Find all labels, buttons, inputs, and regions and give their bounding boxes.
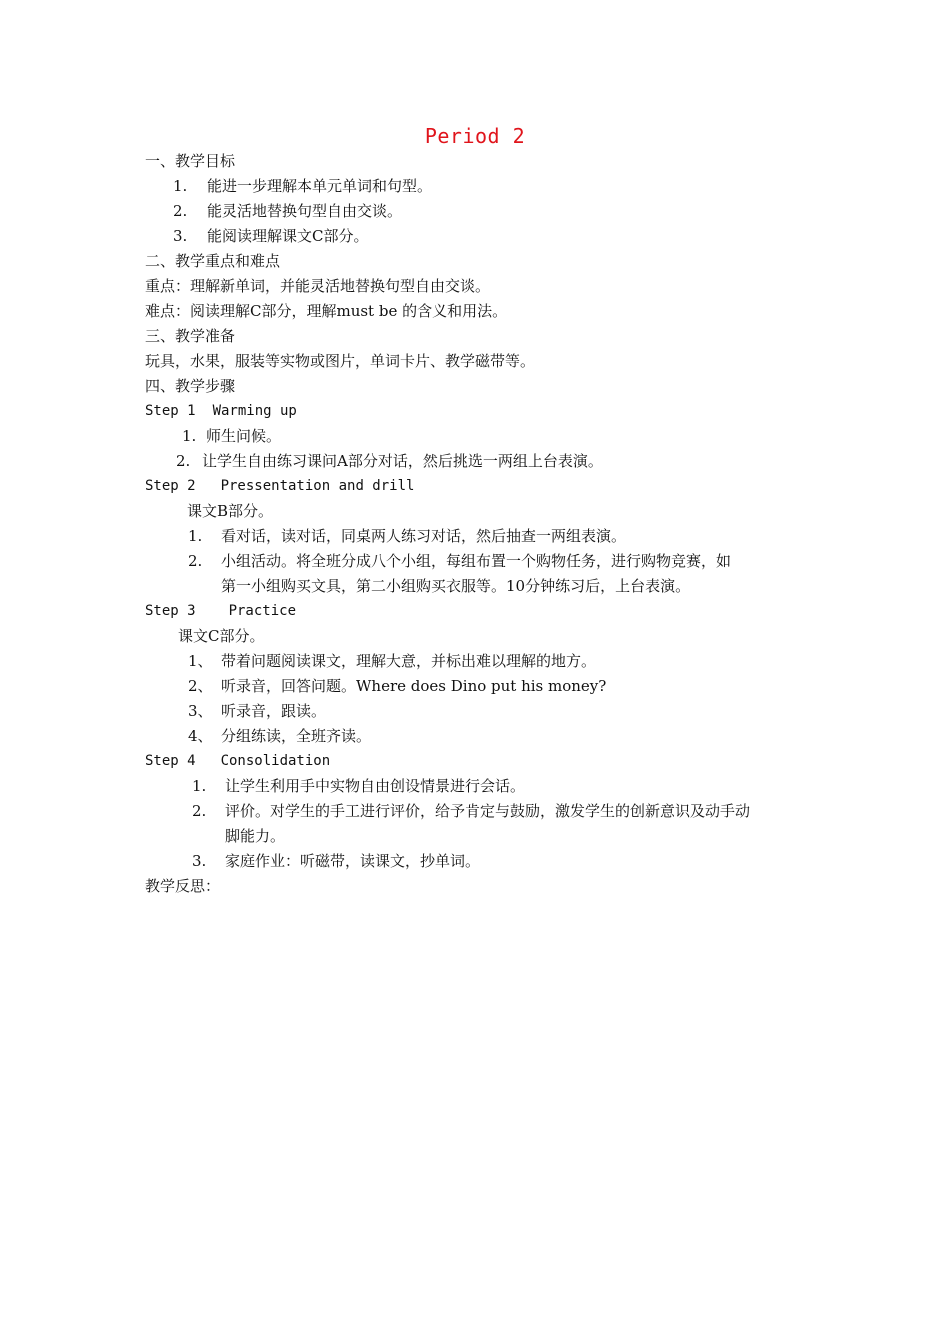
step-name: Warming up — [212, 403, 297, 419]
list-text: 小组活动。将全班分成八个小组，每组布置一个购物任务，进行购物竞赛，如 — [221, 552, 732, 570]
section-heading-objectives: 一、教学目标 — [145, 152, 236, 170]
step-label: Step 3 — [145, 603, 196, 619]
step-label: Step 4 — [145, 753, 196, 769]
list-item — [188, 551, 731, 571]
list-text: 能进一步理解本单元单词和句型。 — [207, 177, 433, 195]
step-intro: 课文C部分。 — [178, 627, 265, 645]
step-name: Consolidation — [220, 753, 331, 769]
section-heading-key-points: 二、教学重点和难点 — [145, 252, 281, 270]
list-number: 2. — [192, 802, 207, 820]
list-text: 听录音，回答问题。Where does Dino put his money? — [221, 677, 607, 695]
list-text: 听录音，跟读。 — [221, 702, 327, 720]
list-text: 分组练读，全班齐读。 — [221, 727, 372, 745]
list-number: 2. — [176, 452, 191, 470]
step-heading — [145, 476, 414, 496]
list-number: 3、 — [188, 702, 213, 720]
section-heading-steps: 四、教学步骤 — [145, 377, 236, 395]
list-item — [173, 226, 368, 246]
step-heading — [145, 401, 297, 421]
list-number: 2、 — [188, 677, 213, 695]
list-item — [182, 426, 281, 446]
list-item — [192, 851, 480, 871]
difficult-point-text: 难点：阅读理解C部分，理解must be 的含义和用法。 — [145, 302, 508, 320]
list-item — [188, 526, 626, 546]
list-number: 1. — [182, 427, 197, 445]
step-intro: 课文B部分。 — [187, 502, 274, 520]
list-item — [188, 676, 606, 696]
list-number: 4、 — [188, 727, 213, 745]
list-number: 2. — [173, 202, 188, 220]
list-text: 带着问题阅读课文，理解大意，并标出难以理解的地方。 — [221, 652, 597, 670]
list-text: 看对话，读对话，同桌两人练习对话，然后抽查一两组表演。 — [221, 527, 627, 545]
list-number: 3. — [192, 852, 207, 870]
list-item-continuation: 脚能力。 — [225, 827, 286, 845]
step-name: Practice — [228, 603, 297, 619]
list-text: 家庭作业：听磁带，读课文，抄单词。 — [225, 852, 481, 870]
list-item — [188, 651, 596, 671]
list-number: 3. — [173, 227, 188, 245]
step-heading — [145, 601, 296, 621]
list-number: 1. — [173, 177, 188, 195]
key-point-text: 重点：理解新单词，并能灵活地替换句型自由交谈。 — [145, 277, 491, 295]
list-number: 2. — [188, 552, 203, 570]
step-heading — [145, 751, 330, 771]
page-title: Period 2 — [424, 124, 526, 148]
list-item — [176, 451, 603, 471]
step-label: Step 2 — [145, 478, 196, 494]
list-item — [188, 701, 326, 721]
list-text: 让学生自由练习课问A部分对话，然后挑选一两组上台表演。 — [202, 452, 603, 470]
list-text: 师生问候。 — [206, 427, 282, 445]
list-text: 能灵活地替换句型自由交谈。 — [207, 202, 403, 220]
list-item-continuation: 第一小组购买文具，第二小组购买衣服等。10分钟练习后，上台表演。 — [221, 577, 691, 595]
list-text: 能阅读理解课文C部分。 — [207, 227, 369, 245]
list-item — [173, 176, 432, 196]
list-item — [192, 801, 750, 821]
preparation-text: 玩具，水果，服装等实物或图片，单词卡片、教学磁带等。 — [145, 352, 536, 370]
step-name: Pressentation and drill — [220, 478, 415, 494]
list-item — [173, 201, 402, 221]
list-number: 1、 — [188, 652, 213, 670]
reflection-label: 教学反思： — [145, 877, 221, 895]
list-item — [192, 776, 525, 796]
step-label: Step 1 — [145, 403, 196, 419]
section-heading-preparation: 三、教学准备 — [145, 327, 236, 345]
list-text: 让学生利用手中实物自由创设情景进行会话。 — [225, 777, 526, 795]
list-number: 1. — [192, 777, 207, 795]
list-number: 1. — [188, 527, 203, 545]
list-text: 评价。对学生的手工进行评价，给予肯定与鼓励，激发学生的创新意识及动手动 — [225, 802, 751, 820]
list-item — [188, 726, 371, 746]
